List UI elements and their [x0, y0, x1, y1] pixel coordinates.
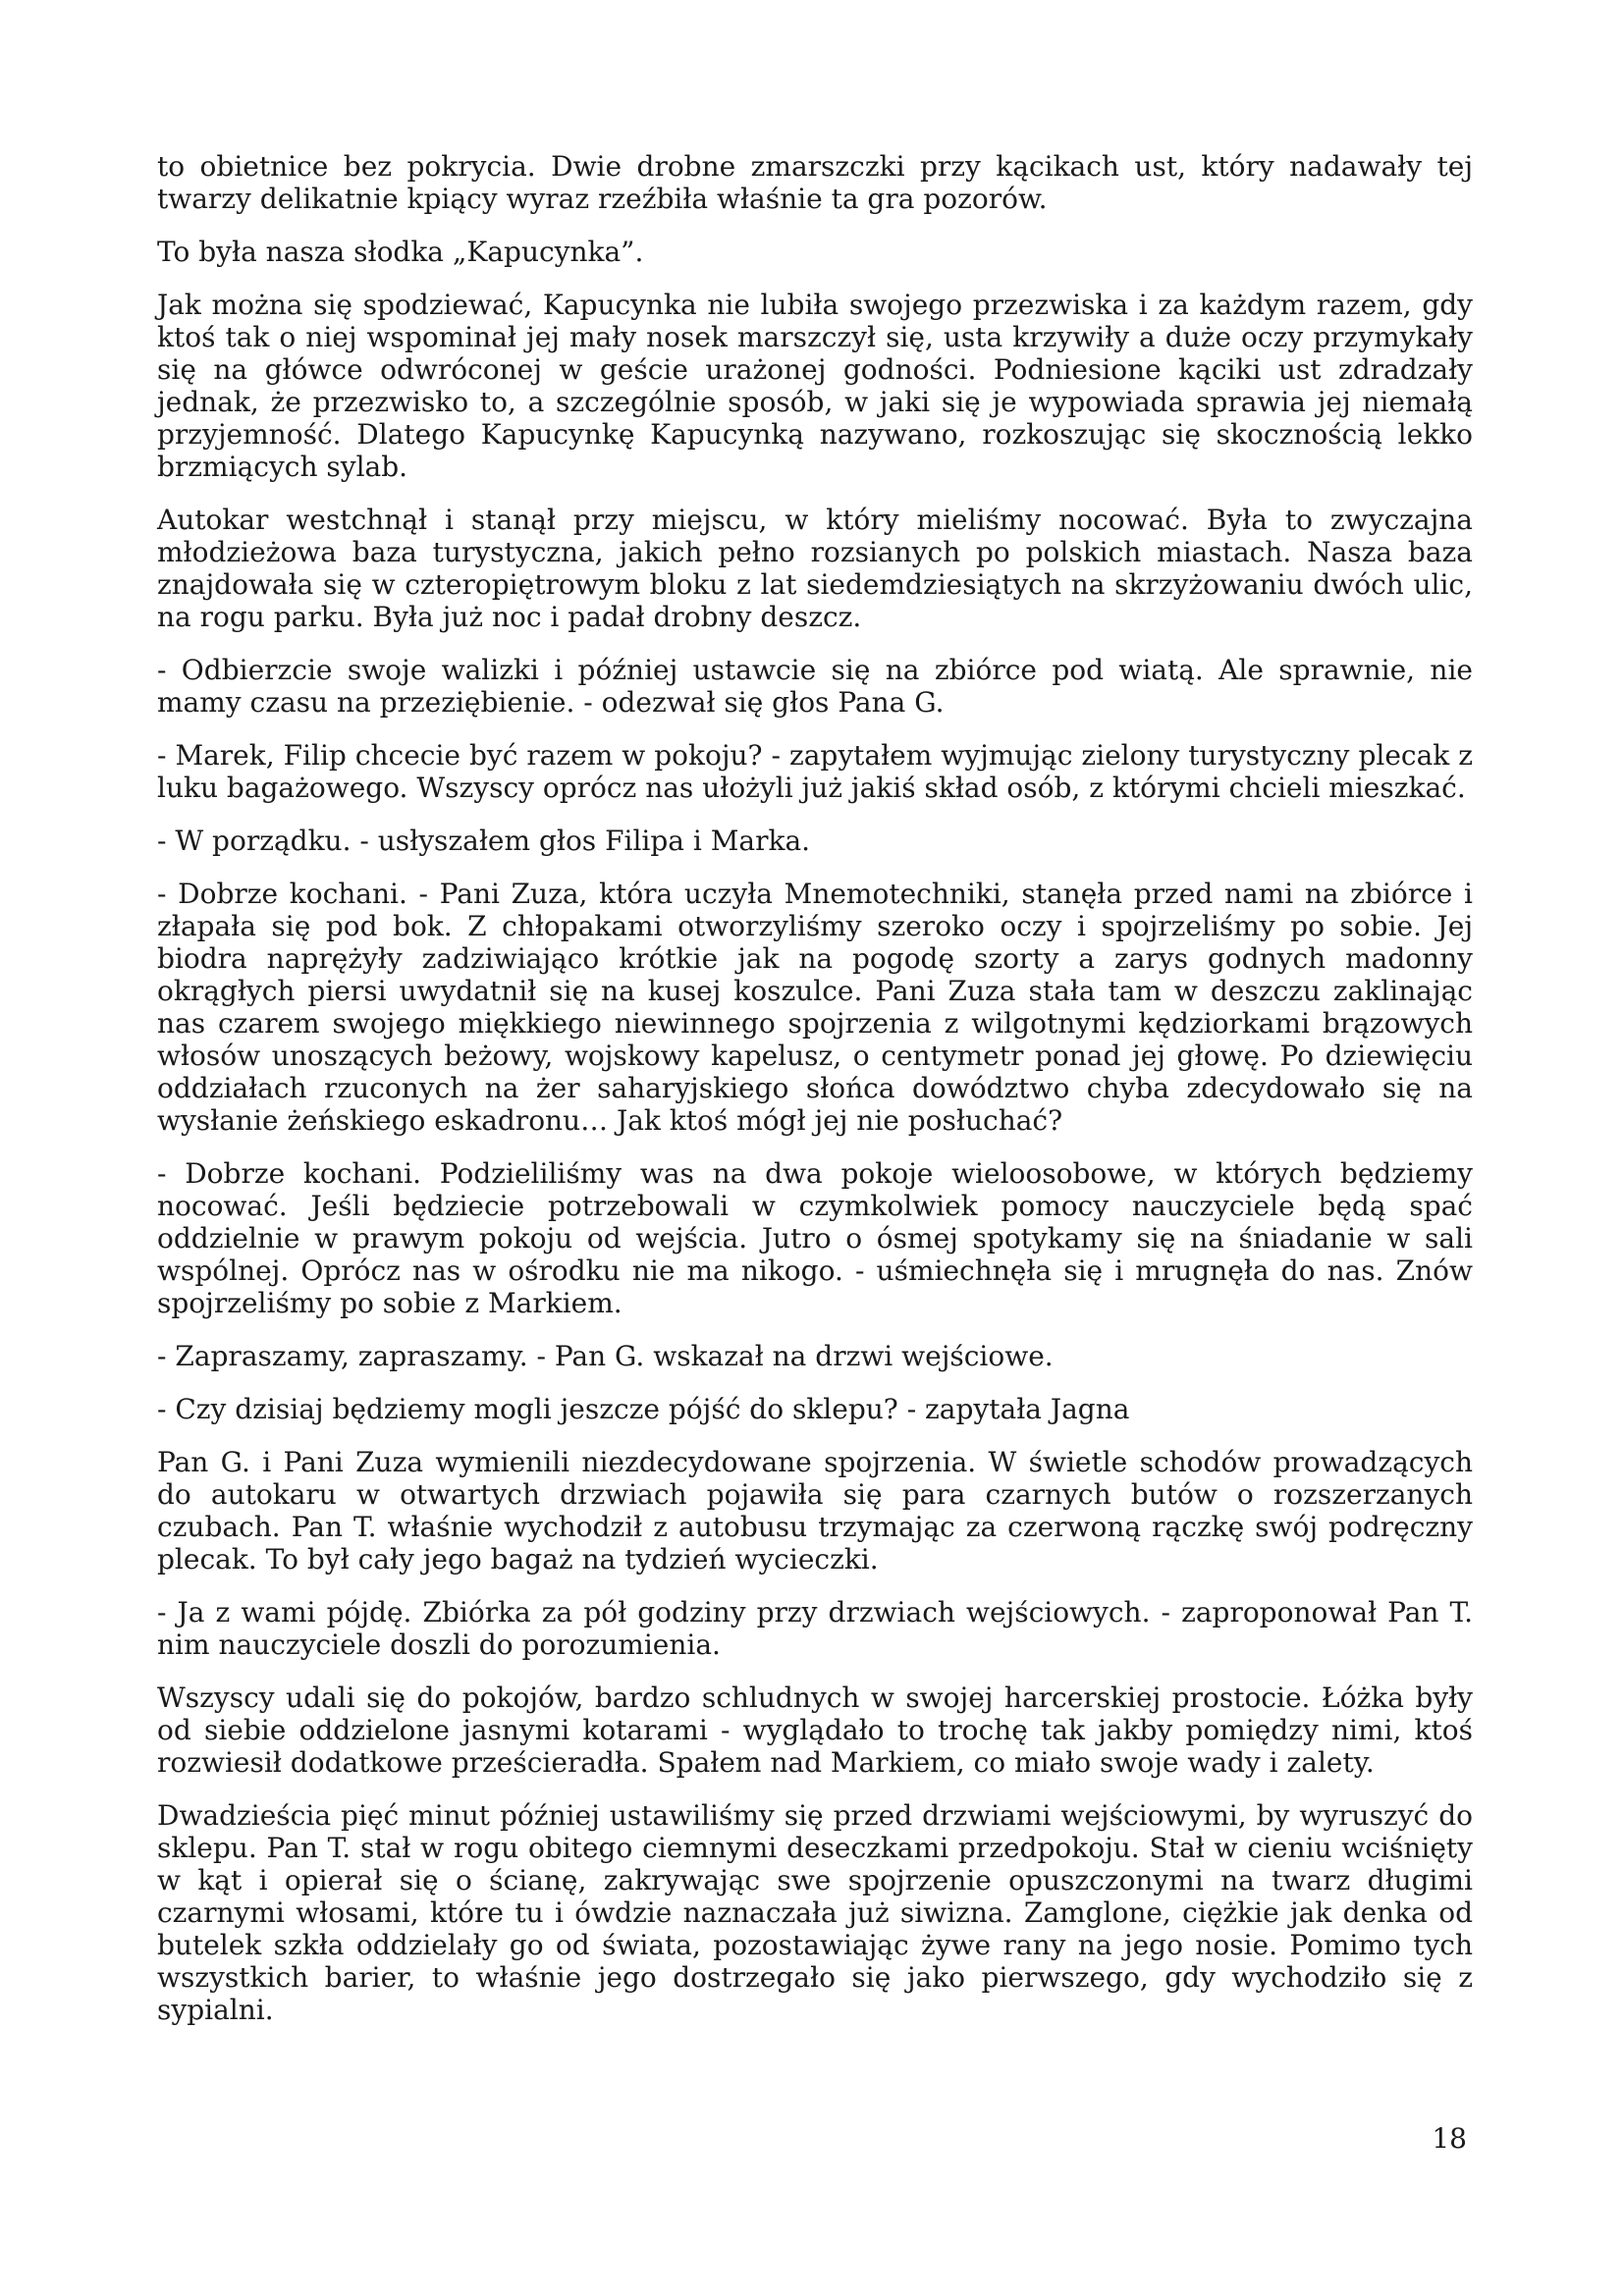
paragraph: - Odbierzcie swoje walizki i później ustawcie się na zbiórce pod wiatą. Ale sprawnie, nie mamy czasu na przeziębienie. - odezwał się głos Pana G. — [157, 654, 1473, 719]
page-number: 18 — [1432, 2122, 1467, 2155]
paragraph: - Dobrze kochani. - Pani Zuza, która uczyła Mnemotechniki, stanęła przed nami na zbiórce i złapała się pod bok. Z chłopakami otworzyliśmy szeroko oczy i spojrzeliśmy po sobie. Jej biodra naprężyły zadziwiająco krótkie jak na pogodę szorty a zarys godnych madonny okrągłych piersi uwydatnił się na kusej koszulce. Pani Zuza stała tam w deszczu zaklinając nas czarem swojego miękkiego niewinnego spojrzenia z wilgotnymi kędziorkami brązowych włosów unoszących beżowy, wojskowy kapelusz, o centymetr ponad jej głowę. Po dziewięciu oddziałach rzuconych na żer saharyjskiego słońca dowództwo chyba zdecydowało się na wysłanie żeńskiego eskadronu… Jak ktoś mógł jej nie posłuchać? — [157, 878, 1473, 1137]
paragraph: Autokar westchnął i stanął przy miejscu, w który mieliśmy nocować. Była to zwyczajna młodzieżowa baza turystyczna, jakich pełno rozsianych po polskich miastach. Nasza baza znajdowała się w czteropiętrowym bloku z lat siedemdziesiątych na skrzyżowaniu dwóch ulic, na rogu parku. Była już noc i padał drobny deszcz. — [157, 504, 1473, 633]
paragraph: - Marek, Filip chcecie być razem w pokoju? - zapytałem wyjmując zielony turystyczny plecak z luku bagażowego. Wszyscy oprócz nas ułożyli już jakiś skład osób, z którymi chcieli mieszkać. — [157, 739, 1473, 804]
body-text — [157, 150, 1473, 2047]
paragraph: - Zapraszamy, zapraszamy. - Pan G. wskazał na drzwi wejściowe. — [157, 1340, 1054, 1372]
paragraph: Dwadzieścia pięć minut później ustawiliśmy się przed drzwiami wejściowymi, by wyruszyć do sklepu. Pan T. stał w rogu obitego ciemnymi deseczkami przedpokoju. Stał w cieniu wciśnięty w kąt i opierał się o ścianę, zakrywając swe spojrzenie opuszczonymi na twarz długimi czarnymi włosami, które tu i ówdzie naznaczała już siwizna. Zamglone, ciężkie jak denka od butelek szkła oddzielały go od świata, pozostawiając żywe rany na jego nosie. Pomimo tych wszystkich barier, to właśnie jego dostrzegało się jako pierwszego, gdy wychodziło się z sypialni. — [157, 1799, 1473, 2026]
paragraph: - W porządku. - usłyszałem głos Filipa i Marka. — [157, 825, 811, 857]
paragraph: to obietnice bez pokrycia. Dwie drobne zmarszczki przy kącikach ust, który nadawały tej twarzy delikatnie kpiący wyraz rzeźbiła właśnie ta gra pozorów. — [157, 150, 1473, 215]
paragraph: Jak można się spodziewać, Kapucynka nie lubiła swojego przezwiska i za każdym razem, gdy ktoś tak o niej wspominał jej mały nosek marszczył się, usta krzywiły a duże oczy przymykały się na główce odwróconej w geście urażonej godności. Podniesione kąciki ust zdradzały jednak, że przezwisko to, a szczególnie sposób, w jaki się je wypowiada sprawia jej niemałą przyjemność. Dlatego Kapucynkę Kapucynką nazywano, rozkoszując się skocznością lekko brzmiących sylab. — [157, 289, 1473, 483]
paragraph: - Ja z wami pójdę. Zbiórka za pół godziny przy drzwiach wejściowych. - zaproponował Pan T. nim nauczyciele doszli do porozumienia. — [157, 1596, 1473, 1661]
paragraph: To była nasza słodka „Kapucynka”. — [157, 236, 644, 268]
paragraph: Wszyscy udali się do pokojów, bardzo schludnych w swojej harcerskiej prostocie. Łóżka były od siebie oddzielone jasnymi kotarami - wyglądało to trochę tak jakby pomiędzy nimi, ktoś rozwiesił dodatkowe prześcieradła. Spałem nad Markiem, co miało swoje wady i zalety. — [157, 1682, 1473, 1779]
paragraph: Pan G. i Pani Zuza wymienili niezdecydowane spojrzenia. W świetle schodów prowadzących do autokaru w otwartych drzwiach pojawiła się para czarnych butów o rozszerzanych czubach. Pan T. właśnie wychodził z autobusu trzymając za czerwoną rączkę swój podręczny plecak. To był cały jego bagaż na tydzień wycieczki. — [157, 1446, 1473, 1575]
paragraph: - Dobrze kochani. Podzieliliśmy was na dwa pokoje wieloosobowe, w których będziemy nocować. Jeśli będziecie potrzebowali w czymkolwiek pomocy nauczyciele będą spać oddzielnie w prawym pokoju od wejścia. Jutro o ósmej spotykamy się na śniadanie w sali wspólnej. Oprócz nas w ośrodku nie ma nikogo. - uśmiechnęła się i mrugnęła do nas. Znów spojrzeliśmy po sobie z Markiem. — [157, 1157, 1473, 1319]
paragraph: - Czy dzisiaj będziemy mogli jeszcze pójść do sklepu? - zapytała Jagna — [157, 1393, 1130, 1425]
